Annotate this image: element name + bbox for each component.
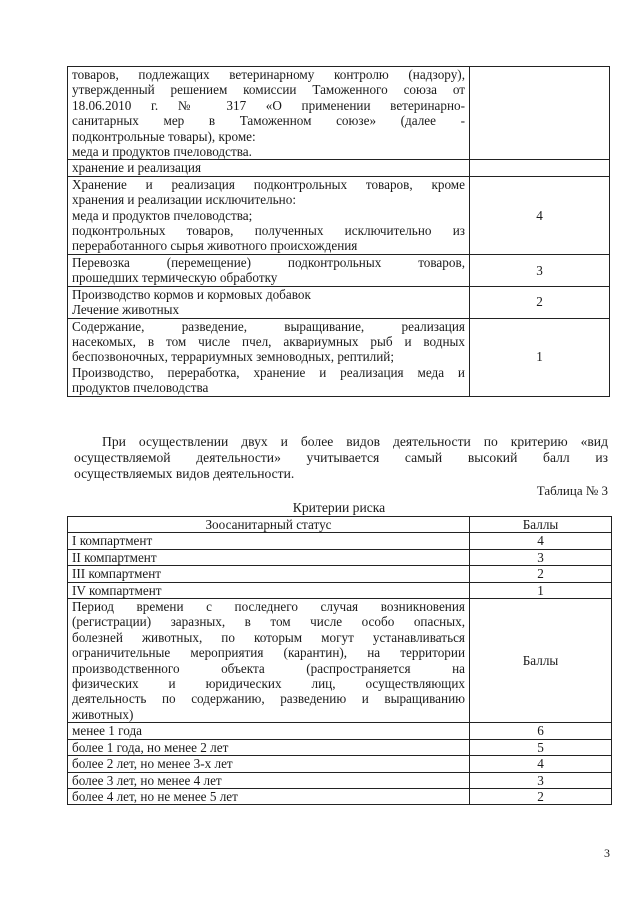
score-cell: 4 (470, 533, 612, 549)
table-row (68, 67, 610, 160)
table-row (68, 318, 610, 396)
cell-line: санитарных мер в Таможенном союзе» (далее - (72, 113, 465, 129)
activity-cell (68, 254, 470, 286)
table-row (68, 533, 612, 549)
period-header-row (68, 599, 612, 723)
cell-line: меда и продуктов пчеловодства. (72, 144, 252, 160)
cell-line: Лечение животных (72, 302, 180, 318)
table-row (68, 739, 612, 755)
paragraph-line: При осуществлении двух и более видов деятельности по критерию «вид (102, 434, 608, 449)
score-cell: 5 (470, 739, 612, 755)
score-header: Баллы (470, 599, 612, 723)
criterion-header: Зоосанитарный статус (68, 517, 470, 533)
cell-line: животных) (72, 706, 134, 722)
table-row (68, 788, 612, 804)
table-row (68, 566, 612, 582)
cell-line: болезней животных, по которым могут устанавливаться (72, 629, 465, 645)
activity-cell (68, 160, 470, 176)
table-row (68, 254, 610, 286)
table-title: Критерии риска (292, 500, 386, 515)
cell-line: Производство, переработка, хранение и реализация меда и (72, 364, 465, 380)
cell-line: хранения и реализации исключительно: (72, 192, 296, 208)
cell-line: Хранение и реализация подконтрольных товаров, кроме (72, 176, 465, 192)
cell-line: насекомых, в том числе пчел, аквариумных рыб и водных (72, 333, 465, 349)
score-header: Баллы (470, 517, 612, 533)
activity-risk-table (67, 66, 610, 397)
cell-line: продуктов пчеловодства (72, 380, 209, 396)
period-cell: более 2 лет, но менее 3-х лет (68, 756, 470, 772)
table-row (68, 772, 612, 788)
body-paragraph (74, 434, 608, 482)
cell-line: хранение и реализация (72, 160, 202, 176)
cell-line: ограничительные мероприятия (карантин), на территории (72, 645, 465, 661)
cell-line: прошедших термическую обработку (72, 270, 278, 286)
cell-line: производственного объекта (распространяется на (72, 660, 465, 676)
table-row (68, 723, 612, 739)
page-number: 3 (604, 846, 610, 860)
period-cell: более 1 года, но менее 2 лет (68, 739, 470, 755)
cell-line: Содержание, разведение, выращивание, реализация (72, 318, 465, 334)
score-cell (470, 67, 610, 160)
cell-line: переработанного сырья животного происхождения (72, 238, 358, 254)
cell-line: физических и юридических лиц, осуществляющих (72, 676, 465, 692)
table-row (68, 756, 612, 772)
status-cell: II компартмент (68, 549, 470, 565)
score-cell: 2 (470, 788, 612, 804)
score-cell: 4 (470, 756, 612, 772)
score-cell: 1 (470, 318, 610, 396)
cell-line: деятельность по содержанию, разведению и выращиванию (72, 691, 465, 707)
period-cell: более 4 лет, но не менее 5 лет (68, 788, 470, 804)
score-cell: 3 (470, 772, 612, 788)
score-cell: 2 (470, 566, 612, 582)
status-cell: IV компартмент (68, 582, 470, 598)
table-row (68, 176, 610, 254)
cell-line: (регистрации) заразных, в том числе особо опасных, (72, 614, 465, 630)
table-row (68, 582, 612, 598)
score-cell: 6 (470, 723, 612, 739)
score-cell: 3 (470, 549, 612, 565)
cell-line: товаров, подлежащих ветеринарному контролю (надзору), (72, 67, 465, 82)
cell-line: 18.06.2010 г. № 317 «О применении ветеринарно- (72, 97, 465, 113)
paragraph-line: осуществляемой деятельности» учитывается самый высокий балл из (74, 450, 608, 465)
table-header-row (68, 517, 612, 533)
score-cell: 3 (470, 254, 610, 286)
risk-criteria-table (67, 516, 612, 805)
table-number: Таблица № 3 (536, 483, 608, 498)
cell-line: подконтрольные товары), кроме: (72, 128, 256, 144)
score-cell: 1 (470, 582, 612, 598)
activity-cell (68, 176, 470, 254)
activity-cell (68, 318, 470, 396)
table-row (68, 549, 612, 565)
score-cell (470, 160, 610, 176)
activity-cell (68, 286, 470, 318)
period-cell: более 3 лет, но менее 4 лет (68, 772, 470, 788)
status-cell: III компартмент (68, 566, 470, 582)
cell-line: Производство кормов и кормовых добавок (72, 286, 311, 302)
score-cell: 4 (470, 176, 610, 254)
period-cell: менее 1 года (68, 723, 470, 739)
activity-cell (68, 67, 470, 160)
cell-line: меда и продуктов пчеловодства; (72, 207, 253, 223)
score-cell: 2 (470, 286, 610, 318)
table-row (68, 286, 610, 318)
cell-line: Перевозка (перемещение) подконтрольных товаров, (72, 254, 465, 270)
table-row (68, 160, 610, 176)
paragraph-line: осуществляемых видов деятельности. (74, 466, 295, 481)
cell-line: Период времени с последнего случая возникновения (72, 599, 465, 615)
cell-line: беспозвоночных, террариумных земноводных, рептилий; (72, 349, 394, 365)
cell-line: утвержденный решением комиссии Таможенного союза от (72, 82, 465, 98)
status-cell: I компартмент (68, 533, 470, 549)
cell-line: подконтрольных товаров, полученных исключительно из (72, 223, 465, 239)
period-description-cell (68, 599, 470, 723)
